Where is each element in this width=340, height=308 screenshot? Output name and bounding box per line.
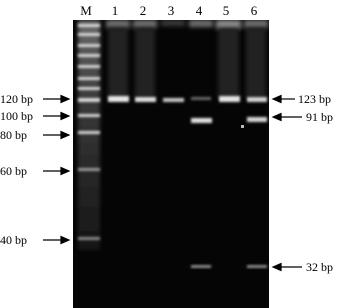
ladder-band	[78, 131, 100, 134]
band-123bp-lane-2	[135, 97, 156, 102]
ladder-band	[78, 54, 100, 57]
lane-label-3: 3	[167, 3, 175, 18]
band-32bp-lane-4	[191, 265, 211, 268]
gel-image	[73, 20, 269, 308]
arrow-left-icon	[273, 96, 281, 103]
well-smear-5	[216, 20, 241, 29]
lane-streak-1	[108, 28, 128, 98]
marker-label-60bp: 60 bp	[0, 164, 27, 178]
well-smear-2	[133, 20, 157, 28]
band-123bp-lane-3	[163, 98, 184, 102]
arrow-right-icon	[61, 132, 69, 139]
well-smear-3	[161, 20, 185, 26]
well-smear-6	[244, 20, 268, 28]
lane-label-2: 2	[139, 3, 147, 18]
arrow-right-icon	[61, 96, 69, 103]
marker-label-80bp: 80 bp	[0, 128, 27, 142]
lane-label-m: M	[80, 3, 92, 18]
well-smear-1	[106, 20, 130, 28]
ladder-band	[78, 114, 100, 117]
lane-label-1: 1	[111, 3, 119, 18]
band-91bp-lane-6	[247, 117, 267, 122]
band-91bp-lane-4	[191, 118, 212, 123]
well-smear-4	[189, 20, 213, 27]
gel-speck	[241, 125, 244, 128]
lane-label-4: 4	[195, 3, 203, 18]
arrow-right-icon	[61, 237, 69, 244]
ladder-band	[78, 87, 100, 90]
ladder-band	[78, 168, 100, 171]
band-32bp-lane-6	[247, 265, 267, 268]
lane-label-5: 5	[222, 3, 230, 18]
arrow-right-icon	[61, 113, 69, 120]
marker-label-91bp: 91 bp	[306, 110, 333, 124]
lane-streak-6	[246, 28, 266, 98]
ladder-band	[78, 33, 100, 36]
band-123bp-lane-1	[108, 96, 129, 102]
marker-label-120bp: 120 bp	[0, 92, 33, 106]
ladder-band	[78, 44, 100, 47]
arrow-right-icon	[61, 168, 69, 175]
lane-label-6: 6	[250, 3, 258, 18]
band-123bp-lane-5	[219, 96, 240, 102]
band-123bp-lane-6	[247, 97, 267, 102]
band-123bp-lane-4	[191, 97, 211, 100]
ladder-band	[78, 237, 100, 240]
ladder-band	[78, 24, 100, 27]
ladder-band	[78, 98, 100, 102]
marker-label-100bp: 100 bp	[0, 109, 33, 123]
arrow-left-icon	[273, 264, 281, 271]
marker-label-40bp: 40 bp	[0, 233, 27, 247]
ladder-band	[78, 65, 100, 68]
gel-bands	[73, 20, 269, 308]
marker-label-32bp: 32 bp	[306, 260, 333, 274]
lane-streak-5	[218, 28, 239, 98]
ladder-band	[78, 77, 100, 80]
lane-streak-2	[135, 28, 155, 98]
arrow-left-icon	[273, 114, 281, 121]
marker-label-123bp: 123 bp	[298, 92, 331, 106]
